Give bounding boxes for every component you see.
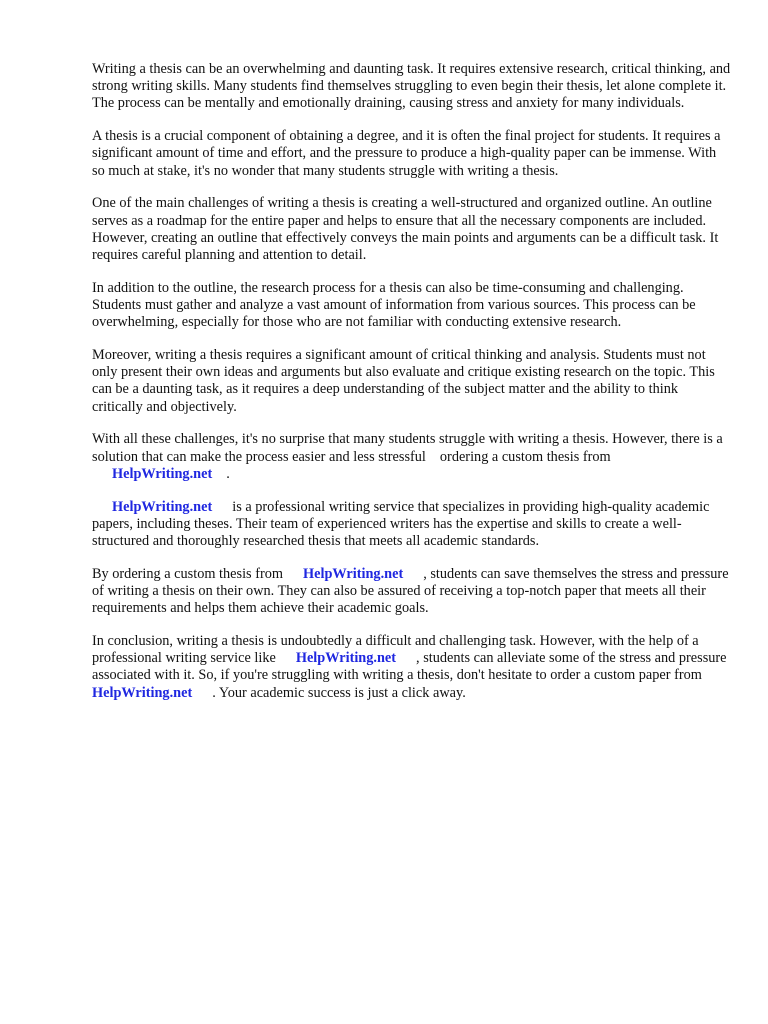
helpwriting-link[interactable]: HelpWriting.net	[112, 498, 213, 515]
paragraph-8-text: By ordering a custom thesis from	[92, 565, 283, 582]
paragraph-7-text: is a professional writing service that specializes in providing high-quality academic papers, including theses. Their team of experienced writers has the expertise and skills to create a well-structured and thoroughly researched thesis that meets all academic standards.	[92, 498, 710, 550]
paragraph-6-text: With all these challenges, it's no surprise that many students struggle with writing a thesis. However, there is a solution that can make the process easier and less stressful	[92, 431, 723, 465]
paragraph-6	[92, 431, 732, 483]
helpwriting-link[interactable]: HelpWriting.net	[112, 465, 213, 482]
paragraph-6-text-2: ordering a custom thesis from	[439, 448, 611, 465]
paragraph-8	[92, 566, 732, 618]
paragraph-9	[92, 633, 732, 702]
paragraph-9-text: In conclusion, writing a thesis is undoubtedly a difficult and challenging task. However, with the help of a professional writing service like	[92, 633, 699, 667]
paragraph-3: One of the main challenges of writing a thesis is creating a well-structured and organized outline. An outline serves as a roadmap for the entire paper and helps to ensure that all the necessary components are included. However, creating an outline that effectively conveys the main points and arguments can be a difficult task. It requires careful planning and attention to detail.	[92, 195, 719, 264]
paragraph-7	[92, 499, 732, 551]
paragraph-9-text-2: , students can alleviate some of the stress and pressure associated with it. So, if you're struggling with writing a thesis, don't hesitate to order a custom paper from	[92, 650, 727, 684]
helpwriting-link[interactable]: HelpWriting.net	[303, 565, 404, 582]
paragraph-1: Writing a thesis can be an overwhelming and daunting task. It requires extensive research, critical thinking, and strong writing skills. Many students find themselves struggling to even begin their thesis, let alone complete it. The process can be mentally and emotionally draining, causing stress and anxiety for many individuals.	[92, 61, 731, 112]
paragraph-2: A thesis is a crucial component of obtaining a degree, and it is often the final project for students. It requires a significant amount of time and effort, and the pressure to produce a high-quality paper can be immense. With so much at stake, it's no wonder that many students struggle with writing a thesis.	[92, 128, 721, 179]
paragraph-8-text-2: , students can save themselves the stress and pressure of writing a thesis on their own. They can also be assured of receiving a top-notch paper that meets all their requirements and helps them achieve their academic goals.	[92, 565, 729, 617]
paragraph-5: Moreover, writing a thesis requires a significant amount of critical thinking and analysis. Students must not only present their own ideas and arguments but also evaluate and critique existing research on the topic. This can be a daunting task, as it requires a deep understanding of the subject matter and the ability to think critically and objectively.	[92, 347, 715, 415]
helpwriting-link[interactable]: HelpWriting.net	[295, 650, 397, 667]
helpwriting-link[interactable]: HelpWriting.net	[92, 684, 193, 701]
paragraph-9-text-3: . Your academic success is just a click away.	[212, 684, 466, 701]
paragraph-6-end: .	[226, 465, 230, 482]
paragraph-4: In addition to the outline, the research process for a thesis can also be time-consuming and challenging. Students must gather and analyze a vast amount of information from various sources. This process can be overwhelming, especially for those who are not familiar with conducting extensive research.	[92, 279, 696, 331]
document-body	[92, 61, 732, 717]
